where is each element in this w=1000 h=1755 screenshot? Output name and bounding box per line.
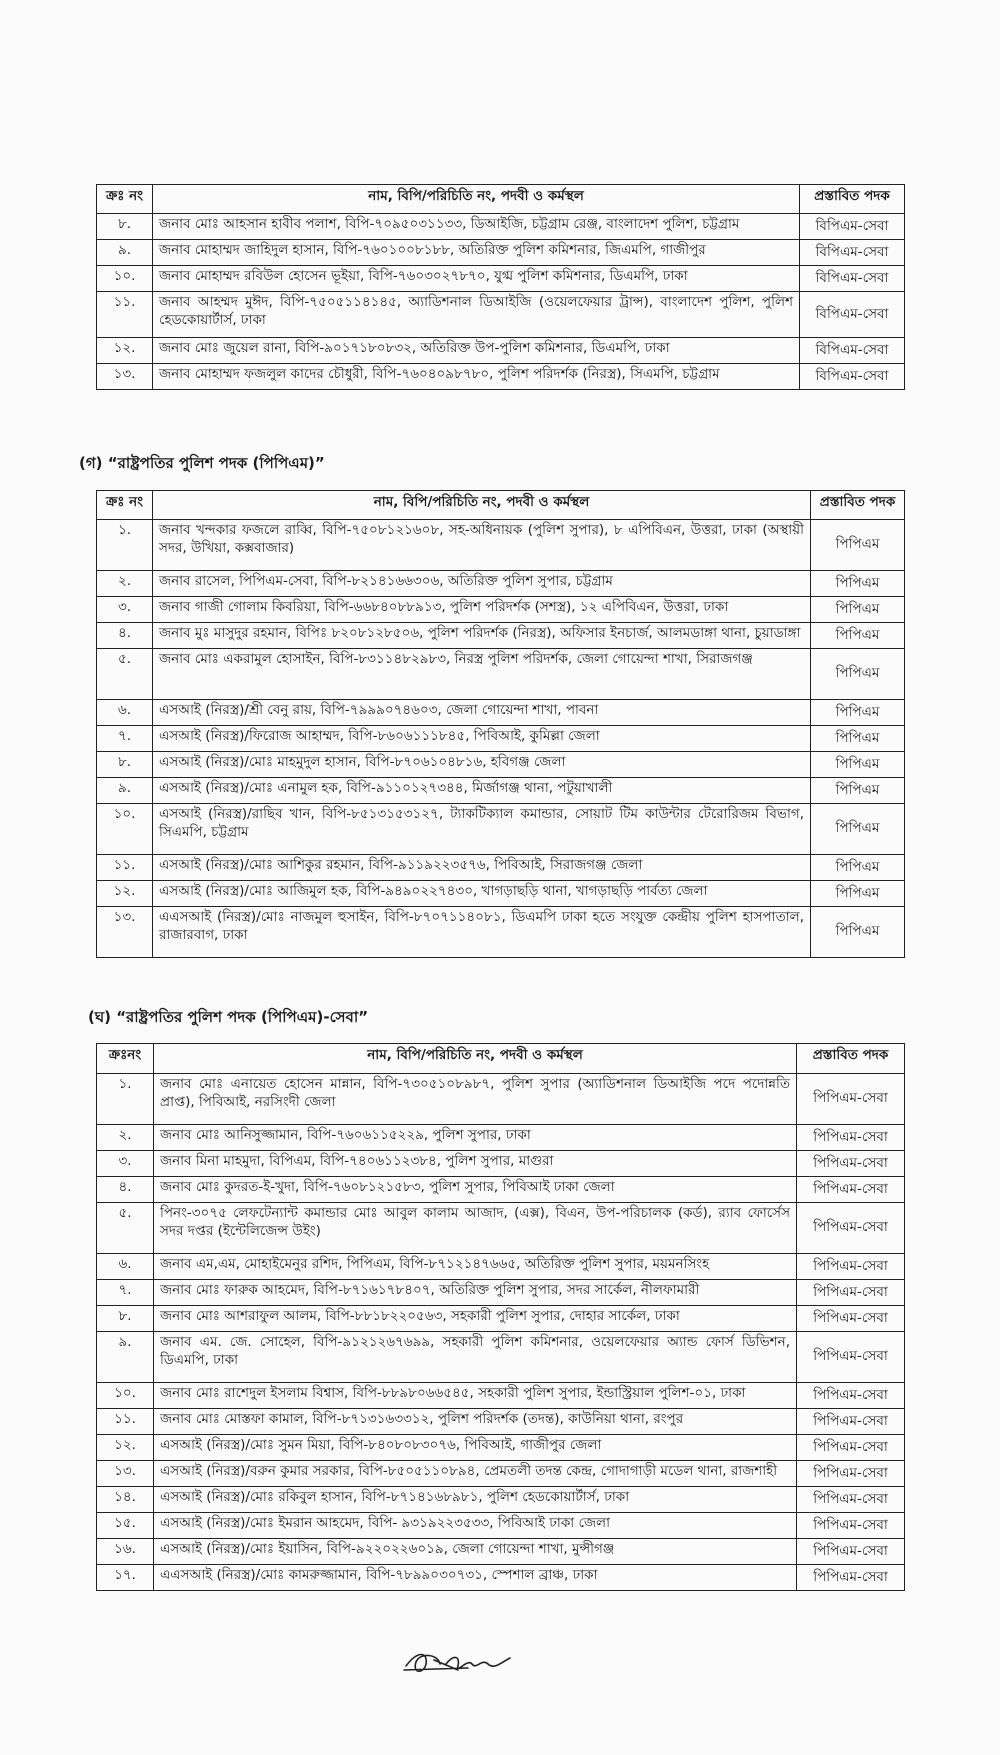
details-cell: এসআই (নিরস্ত্র)/মোঃ ইয়াসিন, বিপি-৯২২০২২৬০১৯, জেলা গোয়েন্দা শাখা, মুন্সীগঞ্জ xyxy=(154,1539,797,1565)
table-row xyxy=(97,881,905,907)
table-row xyxy=(97,778,905,804)
award-cell: বিপিএম-সেবা xyxy=(800,364,905,390)
serial-cell: ৪. xyxy=(97,623,153,649)
ppm-seba-table xyxy=(96,1043,905,1591)
serial-cell: ১২. xyxy=(97,881,153,907)
details-cell: জনাব মোহাম্মদ জাহিদুল হাসান, বিপি-৭৬০১০০৮১৮৮, অতিরিক্ত পুলিশ কমিশনার, জিএমপি, গাজীপুর xyxy=(153,240,800,266)
table-row xyxy=(97,1151,905,1177)
award-cell: পিপিএম xyxy=(811,520,905,571)
details-cell: এসআই (নিরস্ত্র)/মোঃ এনামুল হক, বিপি-৯১১০১২৭৩৪৪, মির্জাগঞ্জ থানা, পটুয়াখালী xyxy=(153,778,811,804)
serial-cell: ৪. xyxy=(97,1177,154,1203)
award-cell: বিপিএম-সেবা xyxy=(800,240,905,266)
serial-cell: ১১. xyxy=(97,855,153,881)
signature-icon xyxy=(398,1640,518,1680)
table-row xyxy=(97,726,905,752)
serial-cell: ১১. xyxy=(97,292,153,338)
serial-cell: ১৩. xyxy=(97,364,153,390)
table-row xyxy=(97,1435,905,1461)
award-cell: পিপিএম xyxy=(811,907,905,958)
details-cell: জনাব মোঃ আশরাফুল আলম, বিপি-৮৮১৮২২০৫৬৩, সহকারী পুলিশ সুপার, দোহার সার্কেল, ঢাকা xyxy=(154,1306,797,1332)
table-row xyxy=(97,1203,905,1254)
award-cell: পিপিএম-সেবা xyxy=(797,1513,905,1539)
table-header-row xyxy=(97,491,905,520)
serial-cell: ১৭. xyxy=(97,1565,154,1591)
serial-cell: ৬. xyxy=(97,1254,154,1280)
table-row xyxy=(97,364,905,390)
award-cell: পিপিএম-সেবা xyxy=(797,1280,905,1306)
serial-cell: ৯. xyxy=(97,1332,154,1383)
award-header: প্রস্তাবিত পদক xyxy=(797,1044,905,1074)
award-cell: বিপিএম-সেবা xyxy=(800,214,905,240)
award-cell: পিপিএম xyxy=(811,700,905,726)
table-header-row xyxy=(97,185,905,214)
award-cell: পিপিএম-সেবা xyxy=(797,1539,905,1565)
serial-cell: ৯. xyxy=(97,240,153,266)
details-cell: জনাব মোঃ কুদরত-ই-খুদা, বিপি-৭৬০৮১২১৫৮৩, পুলিশ সুপার, পিবিআই ঢাকা জেলা xyxy=(154,1177,797,1203)
details-cell: জনাব মোঃ মোস্তফা কামাল, বিপি-৮৭১৩১৬৩৩১২, পুলিশ পরিদর্শক (তদন্ত), কাউনিয়া থানা, রংপুর xyxy=(154,1409,797,1435)
table-row xyxy=(97,804,905,855)
table-header-row xyxy=(97,1044,905,1074)
table-row xyxy=(97,571,905,597)
award-cell: পিপিএম xyxy=(811,571,905,597)
details-cell: জনাব এম,এম, মোহাইমেনুর রশিদ, পিপিএম, বিপি-৮৭১২১৪৭৬৬৫, অতিরিক্ত পুলিশ সুপার, ময়মনসিংহ xyxy=(154,1254,797,1280)
serial-cell: ১. xyxy=(97,1074,154,1125)
table-row xyxy=(97,1306,905,1332)
serial-cell: ৭. xyxy=(97,726,153,752)
award-cell: পিপিএম-সেবা xyxy=(797,1151,905,1177)
details-cell: এসআই (নিরস্ত্র)/শ্রী বেনু রায়, বিপি-৭৯৯৯০৭৪৬০৩, জেলা গোয়েন্দা শাখা, পাবনা xyxy=(153,700,811,726)
section-gh-heading: (ঘ) “রাষ্ট্রপতির পুলিশ পদক (পিপিএম)-সেবা” xyxy=(88,1008,369,1026)
serial-cell: ১১. xyxy=(97,1409,154,1435)
award-cell: বিপিএম-সেবা xyxy=(800,266,905,292)
serial-cell: ১৬. xyxy=(97,1539,154,1565)
award-cell: পিপিএম xyxy=(811,597,905,623)
table-row xyxy=(97,1565,905,1591)
award-cell: পিপিএম-সেবা xyxy=(797,1074,905,1125)
table-row xyxy=(97,623,905,649)
serial-cell: ৬. xyxy=(97,700,153,726)
serial-cell: ৮. xyxy=(97,752,153,778)
award-cell: পিপিএম-সেবা xyxy=(797,1332,905,1383)
serial-cell: ৩. xyxy=(97,1151,154,1177)
table-row xyxy=(97,907,905,958)
award-cell: পিপিএম xyxy=(811,623,905,649)
details-cell: এসআই (নিরস্ত্র)/মোঃ আজিমুল হক, বিপি-৯৪৯০২২৭৪৩০, খাগড়াছড়ি থানা, খাগড়াছড়ি পার্বত্য জেলা xyxy=(153,881,811,907)
table-row xyxy=(97,1539,905,1565)
award-cell: বিপিএম-সেবা xyxy=(800,338,905,364)
details-cell: এসআই (নিরস্ত্র)/মোঃ মাহমুদুল হাসান, বিপি-৮৭০৬১০৪৮১৬, হবিগঞ্জ জেলা xyxy=(153,752,811,778)
award-cell: বিপিএম-সেবা xyxy=(800,292,905,338)
award-cell: পিপিএম-সেবা xyxy=(797,1565,905,1591)
details-cell: জনাব মোঃ আনিসুজ্জামান, বিপি-৭৬০৬১১৫২২৯, পুলিশ সুপার, ঢাকা xyxy=(154,1125,797,1151)
details-cell: জনাব মিনা মাহমুদা, বিপিএম, বিপি-৭৪০৬১১২৩৮৪, পুলিশ সুপার, মাগুরা xyxy=(154,1151,797,1177)
table-row xyxy=(97,649,905,700)
award-cell: পিপিএম xyxy=(811,804,905,855)
table-row xyxy=(97,520,905,571)
details-cell: এসআই (নিরস্ত্র)/মোঃ ইমরান আহমেদ, বিপি- ৯৩১৯২২৩৫৩৩, পিবিআই ঢাকা জেলা xyxy=(154,1513,797,1539)
details-cell: জনাব মোহাম্মদ ফজলুল কাদের চৌধুরী, বিপি-৭৬০৪০৯৮৭৮০, পুলিশ পরিদর্শক (নিরস্ত্র), সিএমপি, চট্টগ্রাম xyxy=(153,364,800,390)
serial-cell: ২. xyxy=(97,1125,154,1151)
award-cell: পিপিএম-সেবা xyxy=(797,1383,905,1409)
award-cell: পিপিএম xyxy=(811,855,905,881)
ppm-table xyxy=(96,490,905,958)
serial-cell: ৭. xyxy=(97,1280,154,1306)
award-cell: পিপিএম xyxy=(811,881,905,907)
table-row xyxy=(97,214,905,240)
details-cell: জনাব মোঃ রাশেদুল ইসলাম বিশ্বাস, বিপি-৮৮৯৮০৬৬৫৪৫, সহকারী পুলিশ সুপার, ইন্ডাস্ট্রিয়াল পুলিশ-০১, ঢাকা xyxy=(154,1383,797,1409)
award-cell: পিপিএম-সেবা xyxy=(797,1306,905,1332)
serial-cell: ৩. xyxy=(97,597,153,623)
award-cell: পিপিএম-সেবা xyxy=(797,1487,905,1513)
details-cell: এসআই (নিরস্ত্র)/বরুন কুমার সরকার, বিপি-৮৫০৫১১০৮৯৪, প্রেমতলী তদন্ত কেন্দ্র, গোদাগাড়ী মডেল থানা, রাজশাহী xyxy=(154,1461,797,1487)
serial-cell: ১৩. xyxy=(97,907,153,958)
details-cell: জনাব এম. জে. সোহেল, বিপি-৯১২১২৬৭৬৯৯, সহকারী পুলিশ কমিশনার, ওয়েলফেয়ার অ্যান্ড ফোর্স ডিভিশন, ডিএমপি, ঢাকা xyxy=(154,1332,797,1383)
details-cell: জনাব গাজী গোলাম কিবরিয়া, বিপি-৬৬৮৪০৮৮৯১৩, পুলিশ পরিদর্শক (সশস্ত্র), ১২ এপিবিএন, উত্তরা, ঢাকা xyxy=(153,597,811,623)
serial-cell: ২. xyxy=(97,571,153,597)
table-row xyxy=(97,597,905,623)
award-cell: পিপিএম xyxy=(811,726,905,752)
award-cell: পিপিএম-সেবা xyxy=(797,1203,905,1254)
details-cell: এসআই (নিরস্ত্র)/ফিরোজ আহাম্মদ, বিপি-৮৬০৬১১১৮৪৫, পিবিআই, কুমিল্লা জেলা xyxy=(153,726,811,752)
award-cell: পিপিএম-সেবা xyxy=(797,1435,905,1461)
details-header: নাম, বিপি/পরিচিতি নং, পদবী ও কর্মস্থল xyxy=(154,1044,797,1074)
bpm-seba-table xyxy=(96,184,905,390)
table-row xyxy=(97,338,905,364)
table-row xyxy=(97,1125,905,1151)
table-row xyxy=(97,292,905,338)
award-cell: পিপিএম xyxy=(811,778,905,804)
details-cell: এসআই (নিরস্ত্র)/মোঃ সুমন মিয়া, বিপি-৮৪০৮০৮৩০৭৬, পিবিআই, গাজীপুর জেলা xyxy=(154,1435,797,1461)
details-cell: জনাব মোঃ ফারুক আহমেদ, বিপি-৮৭১৬১৭৮৪০৭, অতিরিক্ত পুলিশ সুপার, সদর সার্কেল, নীলফামারী xyxy=(154,1280,797,1306)
table-row xyxy=(97,700,905,726)
serial-cell: ১৪. xyxy=(97,1487,154,1513)
details-cell: এসআই (নিরস্ত্র)/মোঃ আশিকুর রহমান, বিপি-৯১১৯২২৩৫৭৬, পিবিআই, সিরাজগঞ্জ জেলা xyxy=(153,855,811,881)
serial-header: ক্রঃ নং xyxy=(97,491,153,520)
details-cell: জনাব মোঃ একরামুল হোসাইন, বিপি-৮৩১১৪৮২৯৮৩, নিরস্ত্র পুলিশ পরিদর্শক, জেলা গোয়েন্দা শাখা, সিরাজগঞ্জ xyxy=(153,649,811,700)
serial-cell: ১৩. xyxy=(97,1461,154,1487)
award-cell: পিপিএম-সেবা xyxy=(797,1254,905,1280)
award-cell: পিপিএম-সেবা xyxy=(797,1177,905,1203)
table-row xyxy=(97,1409,905,1435)
award-cell: পিপিএম-সেবা xyxy=(797,1409,905,1435)
details-cell: জনাব মোঃ জুয়েল রানা, বিপি-৯০১৭১৮০৮৩২, অতিরিক্ত উপ-পুলিশ কমিশনার, ডিএমপি, ঢাকা xyxy=(153,338,800,364)
table-row xyxy=(97,855,905,881)
serial-cell: ৫. xyxy=(97,649,153,700)
serial-cell: ৯. xyxy=(97,778,153,804)
table-row xyxy=(97,1487,905,1513)
details-cell: জনাব রাসেল, পিপিএম-সেবা, বিপি-৮২১৪১৬৬৩০৬, অতিরিক্ত পুলিশ সুপার, চট্টগ্রাম xyxy=(153,571,811,597)
table-row xyxy=(97,752,905,778)
table-row xyxy=(97,240,905,266)
award-cell: পিপিএম xyxy=(811,752,905,778)
award-cell: পিপিএম-সেবা xyxy=(797,1125,905,1151)
serial-cell: ১০. xyxy=(97,266,153,292)
table-row xyxy=(97,1177,905,1203)
table-row xyxy=(97,1461,905,1487)
serial-header: ক্রঃনং xyxy=(97,1044,154,1074)
details-cell: জনাব মোঃ এনায়েত হোসেন মান্নান, বিপি-৭৩০৫১০৮৯৮৭, পুলিশ সুপার (অ্যাডিশনাল ডিআইজি পদে পদোন্নতি প্রাপ্ত), পিবিআই, নরসিংদী জেলা xyxy=(154,1074,797,1125)
serial-cell: ১০. xyxy=(97,804,153,855)
serial-cell: ৮. xyxy=(97,214,153,240)
serial-cell: ৫. xyxy=(97,1203,154,1254)
details-header: নাম, বিপি/পরিচিতি নং, পদবী ও কর্মস্থল xyxy=(153,491,811,520)
details-cell: জনাব মোঃ আহসান হাবীব পলাশ, বিপি-৭০৯৫০৩১১৩৩, ডিআইজি, চট্টগ্রাম রেঞ্জ, বাংলাদেশ পুলিশ, চট্টগ্রাম xyxy=(153,214,800,240)
award-header: প্রস্তাবিত পদক xyxy=(811,491,905,520)
serial-cell: ১২. xyxy=(97,1435,154,1461)
details-cell: পিনং-৩০৭৫ লেফটেন্যান্ট কমান্ডার মোঃ আবুল কালাম আজাদ, (এক্স), বিএন, উপ-পরিচালক (কর্ড), র‍্যাব ফোর্সেস সদর দপ্তর (ইন্টেলিজেন্স উইং) xyxy=(154,1203,797,1254)
details-cell: এএসআই (নিরস্ত্র)/মোঃ কামরুজ্জামান, বিপি-৭৮৯৯০৩০৭৩১, স্পেশাল ব্রাঞ্চ, ঢাকা xyxy=(154,1565,797,1591)
table-row xyxy=(97,1383,905,1409)
award-cell: পিপিএম-সেবা xyxy=(797,1461,905,1487)
details-cell: এএসআই (নিরস্ত্র)/মোঃ নাজমুল হুসাইন, বিপি-৮৭০৭১১৪০৮১, ডিএমপি ঢাকা হতে সংযুক্ত কেন্দ্রীয় পুলিশ হাসপাতাল, রাজারবাগ, ঢাকা xyxy=(153,907,811,958)
serial-cell: ১. xyxy=(97,520,153,571)
serial-cell: ১০. xyxy=(97,1383,154,1409)
details-cell: জনাব মুঃ মাসুদুর রহমান, বিপিঃ ৮২০৮১২৮৫০৬, পুলিশ পরিদর্শক (নিরস্ত্র), অফিসার ইনচার্জ, আলমডাঙ্গা থানা, চুয়াডাঙ্গা xyxy=(153,623,811,649)
details-cell: জনাব খন্দকার ফজলে রাব্বি, বিপি-৭৫০৮১২১৬০৮, সহ-অধিনায়ক (পুলিশ সুপার), ৮ এপিবিএন, উত্তরা, ঢাকা (অস্থায়ী সদর, উখিয়া, কক্সবাজার) xyxy=(153,520,811,571)
table-row xyxy=(97,1074,905,1125)
table-row xyxy=(97,266,905,292)
details-cell: এসআই (নিরস্ত্র)/রাছিব খান, বিপি-৮৫১৩১৫৩১২৭, ট্যাকটিক্যাল কমান্ডার, সোয়াট টিম কাউন্টার টেরোরিজম বিভাগ, সিএমপি, চট্টগ্রাম xyxy=(153,804,811,855)
section-g-heading: (গ) “রাষ্ট্রপতির পুলিশ পদক (পিপিএম)” xyxy=(79,454,325,472)
details-cell: জনাব মোহাম্মদ রবিউল হোসেন ভূইয়া, বিপি-৭৬০৩০২৭৮৭০, যুগ্ম পুলিশ কমিশনার, ডিএমপি, ঢাকা xyxy=(153,266,800,292)
details-header: নাম, বিপি/পরিচিতি নং, পদবী ও কর্মস্থল xyxy=(153,185,800,214)
serial-cell: ১৫. xyxy=(97,1513,154,1539)
table-row xyxy=(97,1254,905,1280)
award-cell: পিপিএম xyxy=(811,649,905,700)
details-cell: এসআই (নিরস্ত্র)/মোঃ রকিবুল হাসান, বিপি-৮৭১৪১৬৮৯৮১, পুলিশ হেডকোয়ার্টার্স, ঢাকা xyxy=(154,1487,797,1513)
table-row xyxy=(97,1332,905,1383)
serial-cell: ৮. xyxy=(97,1306,154,1332)
table-row xyxy=(97,1513,905,1539)
award-header: প্রস্তাবিত পদক xyxy=(800,185,905,214)
details-cell: জনাব আহম্মদ মুঈদ, বিপি-৭৫০৫১১৪১৪৫, অ্যাডিশনাল ডিআইজি (ওয়েলফেয়ার ট্রান্স), বাংলাদেশ পুলিশ, পুলিশ হেডকোয়ার্টার্স, ঢাকা xyxy=(153,292,800,338)
table-row xyxy=(97,1280,905,1306)
serial-cell: ১২. xyxy=(97,338,153,364)
serial-header: ক্রঃ নং xyxy=(97,185,153,214)
